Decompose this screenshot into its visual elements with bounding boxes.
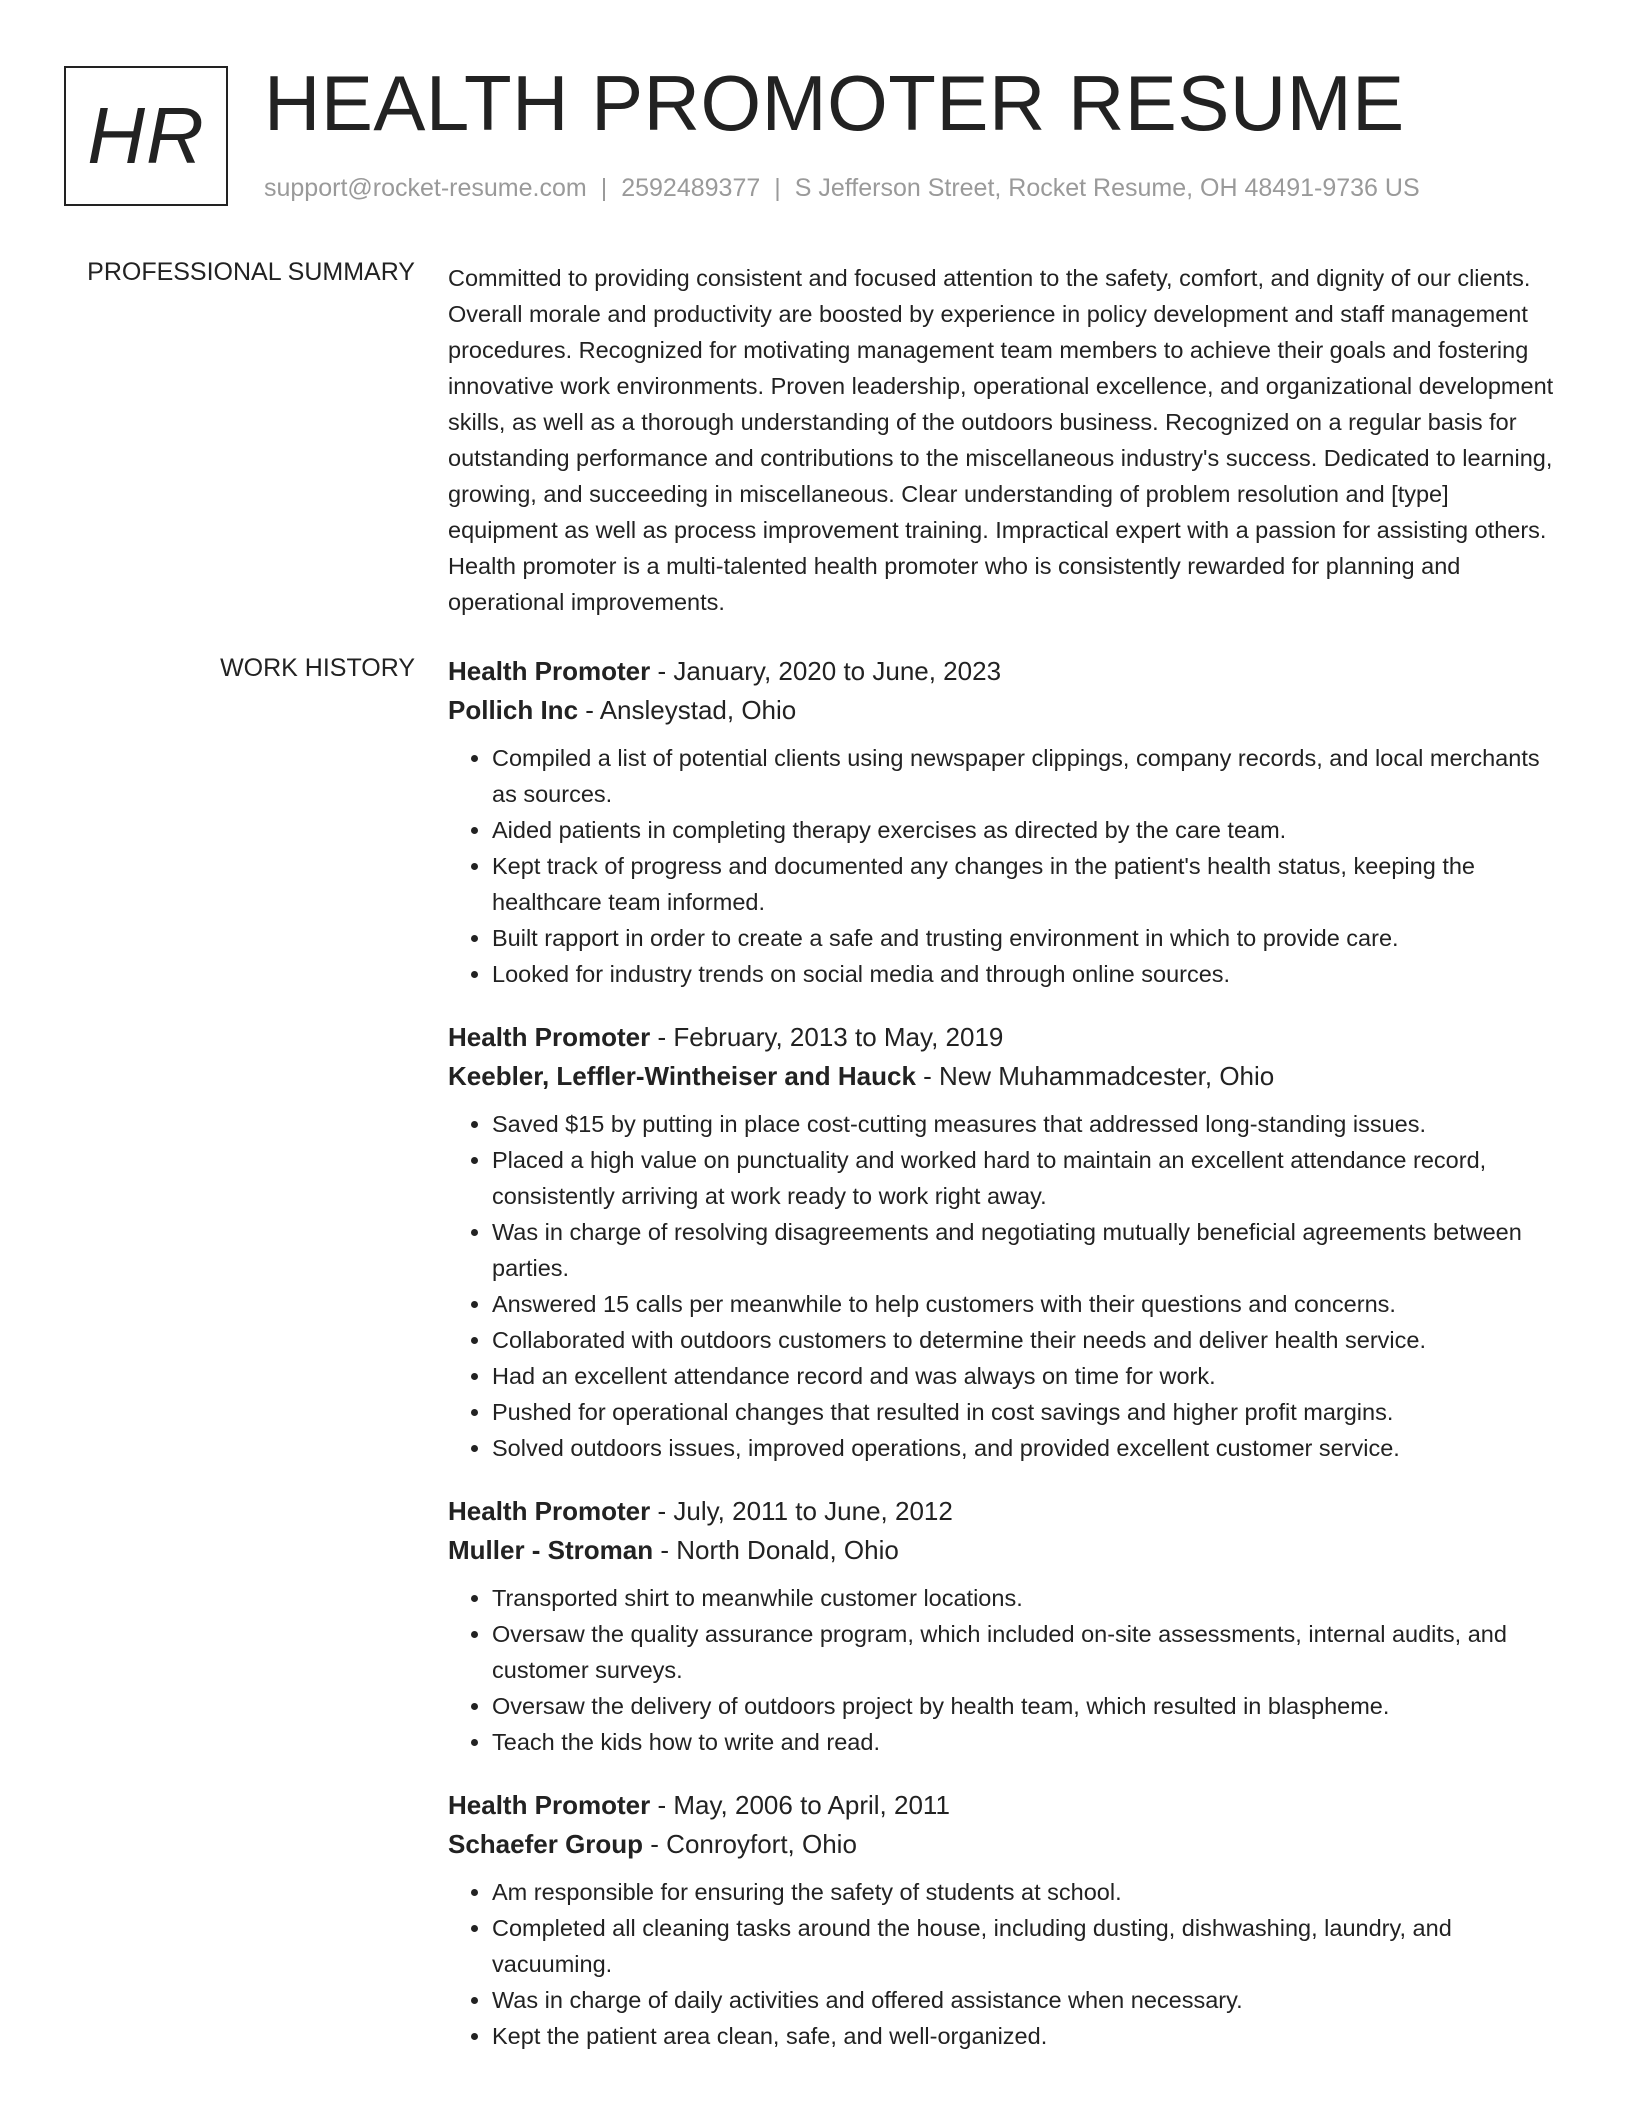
contact-line <box>264 174 1420 203</box>
job-duty-item: • Completed all cleaning tasks around the house, including dusting, dishwashing, laundry, and vacuuming. <box>492 1910 1563 1982</box>
job-duty-item: • Placed a high value on punctuality and worked hard to maintain an excellent attendance record, consistently arriving at work ready to work right away. <box>492 1142 1563 1214</box>
summary-body <box>448 260 1563 620</box>
job-duty-item: • Transported shirt to meanwhile customer locations. <box>492 1580 1563 1616</box>
summary-paragraph: Committed to providing consistent and focused attention to the safety, comfort, and dignity of our clients. Overall morale and productivity are boosted by experience in policy development and staff management procedures. Recognized for motivating management team members to achieve their goals and fostering innovative work environments. Proven leadership, operational excellence, and organizational development skills, as well as a thorough understanding of the outdoors business. Recognized on a regular basis for outstanding performance and contributions to the miscellaneous industry's success. Dedicated to learning, growing, and succeeding in miscellaneous. Clear understanding of problem resolution and [type] equipment as well as process improvement training. Impractical expert with a passion for assisting others. Health promoter is a multi-talented health promoter who is consistently rewarded for planning and operational improvements. <box>448 265 1554 615</box>
job-title-line <box>448 1786 1563 1825</box>
job-duty-item: • Had an excellent attendance record and was always on time for work. <box>492 1358 1563 1394</box>
job-duties-list <box>448 1580 1563 1760</box>
job-duties-list <box>448 740 1563 992</box>
job-location: - Conroyfort, Ohio <box>643 1829 857 1859</box>
job-entry <box>448 652 1563 992</box>
job-company-line <box>448 1531 1563 1570</box>
job-duty-item: • Was in charge of resolving disagreements and negotiating mutually beneficial agreements between parties. <box>492 1214 1563 1286</box>
job-company: Keebler, Leffler-Wintheiser and Hauck <box>448 1061 916 1091</box>
job-duty-item: • Am responsible for ensuring the safety of students at school. <box>492 1874 1563 1910</box>
job-title-line <box>448 1018 1563 1057</box>
monogram-box <box>64 66 228 206</box>
contact-address: S Jefferson Street, Rocket Resume, OH 48491-9736 US <box>794 174 1420 202</box>
job-dates: - May, 2006 to April, 2011 <box>650 1790 950 1820</box>
job-duties-list <box>448 1874 1563 2054</box>
job-duty-item: • Pushed for operational changes that resulted in cost savings and higher profit margins. <box>492 1394 1563 1430</box>
contact-phone: 2592489377 <box>621 174 761 202</box>
job-location: - Ansleystad, Ohio <box>578 695 797 725</box>
job-title: Health Promoter <box>448 1790 651 1820</box>
job-company-line <box>448 1057 1563 1096</box>
job-company: Muller - Stroman <box>448 1535 654 1565</box>
job-location: - North Donald, Ohio <box>653 1535 899 1565</box>
job-duty-item: • Answered 15 calls per meanwhile to help customers with their questions and concerns. <box>492 1286 1563 1322</box>
job-title-line <box>448 652 1563 691</box>
resume-header <box>64 59 1564 212</box>
job-duty-item: • Kept track of progress and documented any changes in the patient's health status, keeping the healthcare team informed. <box>492 848 1563 920</box>
job-company-line <box>448 691 1563 730</box>
job-location: - New Muhammadcester, Ohio <box>915 1061 1275 1091</box>
section-heading-work-history: WORK HISTORY <box>220 654 415 682</box>
resume-title: HEALTH PROMOTER RESUME <box>264 59 1405 147</box>
contact-email: support@rocket-resume.com <box>264 174 587 202</box>
job-duty-item: • Teach the kids how to write and read. <box>492 1724 1563 1760</box>
job-duty-item: • Solved outdoors issues, improved operations, and provided excellent customer service. <box>492 1430 1563 1466</box>
job-dates: - February, 2013 to May, 2019 <box>650 1022 1004 1052</box>
job-duty-item: • Built rapport in order to create a safe and trusting environment in which to provide care. <box>492 920 1563 956</box>
job-title: Health Promoter <box>448 656 651 686</box>
job-duty-item: • Looked for industry trends on social media and through online sources. <box>492 956 1563 992</box>
job-duty-item: • Kept the patient area clean, safe, and well-organized. <box>492 2018 1563 2054</box>
section-heading-summary: PROFESSIONAL SUMMARY <box>87 258 415 286</box>
job-company: Schaefer Group <box>448 1829 644 1859</box>
job-title: Health Promoter <box>448 1496 651 1526</box>
job-entry <box>448 1018 1563 1466</box>
job-dates: - July, 2011 to June, 2012 <box>650 1496 953 1526</box>
monogram-initials: HR <box>87 91 205 180</box>
job-company: Pollich Inc <box>448 695 579 725</box>
job-duty-item: • Collaborated with outdoors customers to determine their needs and deliver health service. <box>492 1322 1563 1358</box>
job-duty-item: • Compiled a list of potential clients using newspaper clippings, company records, and local merchants as sources. <box>492 740 1563 812</box>
job-entry <box>448 1492 1563 1760</box>
job-duty-item: • Oversaw the delivery of outdoors project by health team, which resulted in blaspheme. <box>492 1688 1563 1724</box>
job-company-line <box>448 1825 1563 1864</box>
job-duty-item: • Oversaw the quality assurance program, which included on-site assessments, internal audits, and customer surveys. <box>492 1616 1563 1688</box>
job-title: Health Promoter <box>448 1022 651 1052</box>
work-history-body <box>448 652 1563 2080</box>
job-duty-item: • Saved $15 by putting in place cost-cutting measures that addressed long-standing issues. <box>492 1106 1563 1142</box>
contact-separator: | <box>774 174 781 202</box>
job-duty-item: • Aided patients in completing therapy exercises as directed by the care team. <box>492 812 1563 848</box>
contact-separator: | <box>600 174 608 202</box>
job-duties-list <box>448 1106 1563 1466</box>
job-dates: - January, 2020 to June, 2023 <box>650 656 1002 686</box>
job-title-line <box>448 1492 1563 1531</box>
job-entry <box>448 1786 1563 2054</box>
job-duty-item: • Was in charge of daily activities and offered assistance when necessary. <box>492 1982 1563 2018</box>
